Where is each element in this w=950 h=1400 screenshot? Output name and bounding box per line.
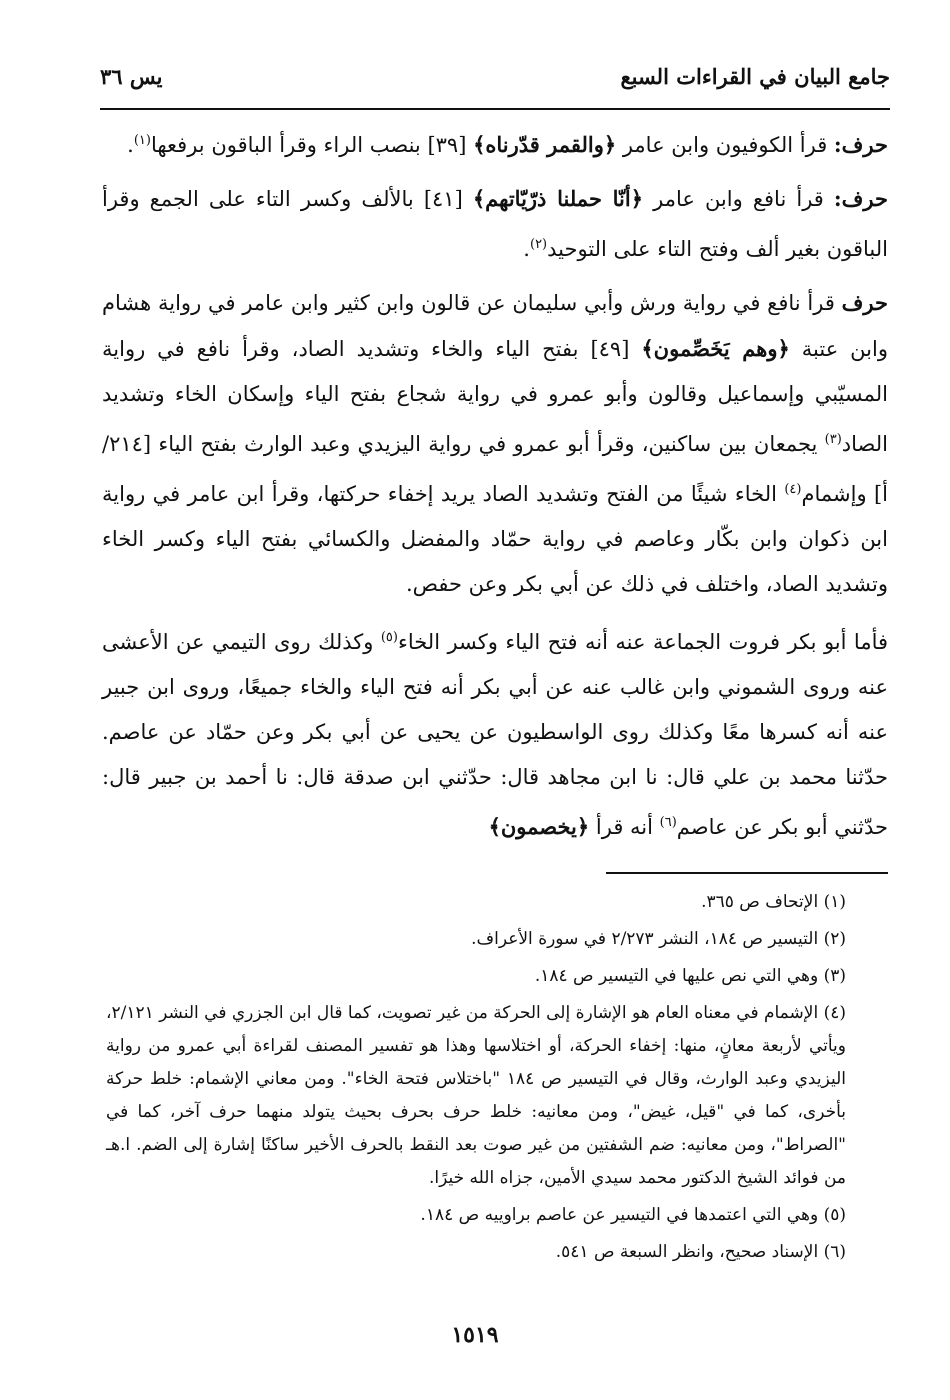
harf-label: حرف: xyxy=(833,186,888,211)
footnote-item: (٤) الإشمام في معناه العام هو الإشارة إلى الحركة من غير تصويت، كما قال ابن الجزري في النشر ٢/١٢١، ويأتي لأربعة معانٍ، منها: إخفاء الحركة، أو اختلاسها وهذا هو تفسير المصنف لقراءة أبي عمرو من رواية اليزيدي وعبد الوارث، وقال في التيسير ص ١٨٤ "باختلاس فتحة الخاء". ومن معاني الإشمام: خلط حركة بأخرى، كما في "قيل، غيض"، ومن معانيه: خلط حرف بحرف بحيث يتولد منهما حرف آخر، كما في "الصراط"، ومن معانيه: ضم الشفتين من غير صوت بعد النقط بالحرف الأخير ساكنًا إشارة إلى الضم. ا.هـ من فوائد الشيخ الدكتور محمد سيدي الأمين، جزاه الله خيرًا. xyxy=(106,1003,846,1188)
page-number: ١٥١٩ xyxy=(451,1322,499,1348)
text-segment: . xyxy=(523,237,530,261)
text-segment: [٣٩] بنصب الراء وقرأ الباقون برفعها xyxy=(150,133,474,157)
text-segment: قرأ الكوفيون وابن عامر xyxy=(616,133,834,157)
text-segment: يجمعان بين ساكنين، وقرأ أبو عمرو في رواية اليزيدي وعبد الوارث بفتح الياء [٢١٤/أ] وإشمام xyxy=(102,432,888,506)
footnote-ref: (٦) xyxy=(659,815,677,830)
quranic-quote: ﴿أنّا حملنا ذرّيّاتهم﴾ xyxy=(472,186,644,211)
text-segment: قرأ نافع وابن عامر xyxy=(643,187,834,211)
text-segment: أنه قرأ xyxy=(589,815,660,839)
main-text xyxy=(102,118,888,858)
footnote-item: (٣) وهي التي نص عليها في التيسير ص ١٨٤. xyxy=(534,966,846,986)
quranic-quote: ﴿والقمر قدّرناه﴾ xyxy=(473,132,617,157)
footnote-ref: (٥) xyxy=(380,630,398,645)
harf-label: حرف: xyxy=(833,132,888,157)
footnotes xyxy=(106,886,846,1273)
footnote-item: (٦) الإسناد صحيح، وانظر السبعة ص ٥٤١. xyxy=(555,1242,846,1262)
paragraph-2 xyxy=(102,176,888,272)
quranic-quote: ﴿يخصمون﴾ xyxy=(488,814,590,839)
text-segment: الخاء شيئًا من الفتح وتشديد الصاد يريد إخفاء حركتها، وقرأ ابن عامر في رواية ابن ذكوان وابن بكّار وعاصم في رواية حمّاد والمفضل والكسائي بفتح الياء وكسر الخاء وتشديد الصاد، واختلف في ذلك عن أبي بكر وعن حفص. xyxy=(102,482,888,596)
paragraph-4 xyxy=(102,615,888,850)
footnote-ref: (٢) xyxy=(529,237,548,252)
footnote-ref: (٣) xyxy=(824,432,842,447)
footnote-ref: (٤) xyxy=(784,482,802,497)
text-segment: [٤١] بالألف وكسر التاء على الجمع وقرأ الباقون بغير ألف وفتح التاء على التوحيد xyxy=(102,187,888,261)
book-title: جامع البيان في القراءات السبع xyxy=(620,64,890,89)
text-segment: . xyxy=(127,133,134,157)
text-segment: [٤٩] بفتح الياء والخاء وتشديد الصاد، وقرأ نافع في رواية المسيّبي وإسماعيل وقالون وأبو عمرو في رواية شجاع بفتح الياء وإسكان الخاء وتشديد الصاد xyxy=(102,337,888,456)
footnote-item: (١) الإتحاف ص ٣٦٥. xyxy=(701,892,846,912)
running-header xyxy=(100,52,890,110)
text-segment: فأما أبو بكر فروت الجماعة عنه أنه فتح الياء وكسر الخاء xyxy=(397,630,889,654)
paragraph-1 xyxy=(102,118,888,168)
footnote-item: (٥) وهي التي اعتمدها في التيسير عن عاصم براوييه ص ١٨٤. xyxy=(420,1205,846,1225)
text-segment: وكذلك روى التيمي عن الأعشى عنه وروى الشموني وابن غالب عنه عن أبي بكر أنه فتح الياء والخاء جميعًا، وروى ابن جبير عنه أنه كسرها معًا وكذلك روى الواسطيون عن يحيى عن أبي بكر وعن حمّاد عن عاصم. حدّثنا محمد بن علي قال: نا ابن مجاهد قال: حدّثني ابن صدقة قال: نا أحمد بن جبير قال: حدّثني أبو بكر عن عاصم xyxy=(102,630,888,839)
footnote-ref: (١) xyxy=(133,133,151,148)
footnote-item: (٢) التيسير ص ١٨٤، النشر ٢/٢٧٣ في سورة الأعراف. xyxy=(471,929,846,949)
quranic-quote: ﴿وهم يَخَصِّمون﴾ xyxy=(641,336,790,361)
surah-reference: يس ٣٦ xyxy=(100,64,163,89)
footnote-divider xyxy=(606,872,888,874)
paragraph-3 xyxy=(102,280,888,607)
harf-label: حرف xyxy=(841,290,888,315)
text-segment: قرأ نافع في رواية ورش وأبي سليمان عن قالون وابن كثير وابن عامر في رواية هشام وابن عتبة xyxy=(102,291,888,361)
